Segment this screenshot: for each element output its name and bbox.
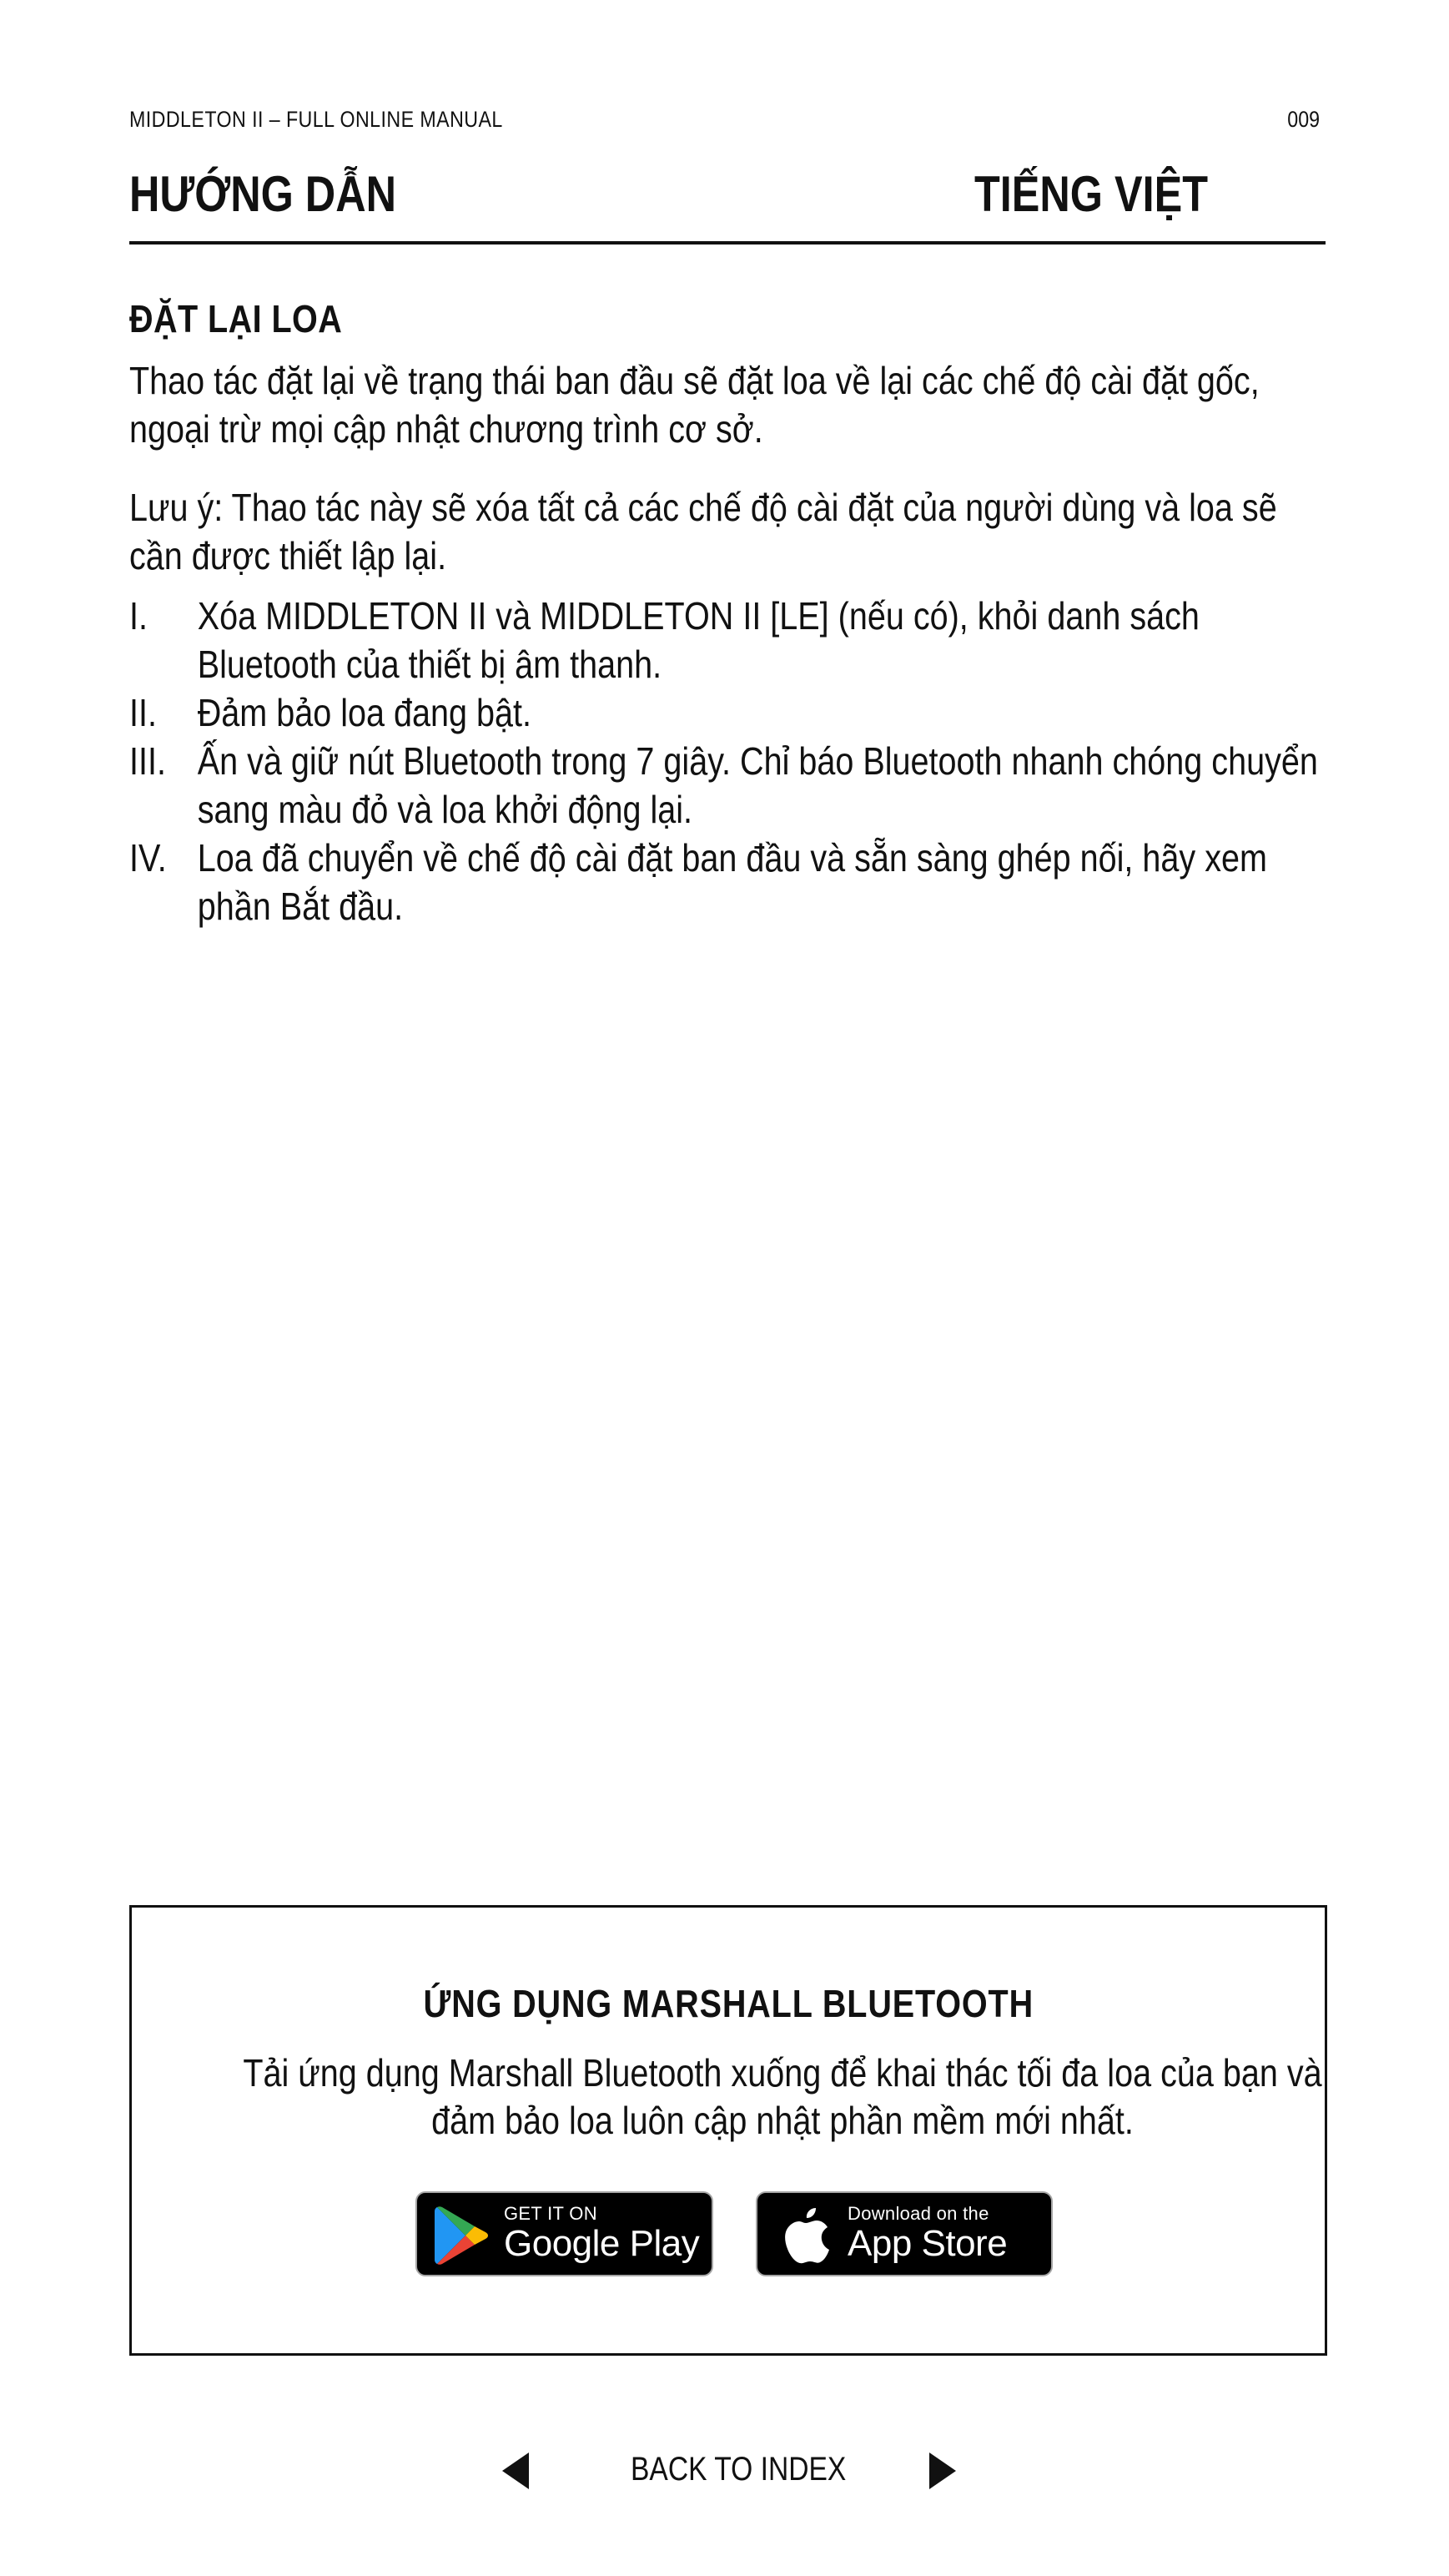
step-text: Xóa MIDDLETON II và MIDDLETON II [LE] (nếu có), khỏi danh sách Bluetooth của thiết bị âm thanh. (197, 594, 1200, 686)
step-number: I. (129, 594, 148, 638)
step-text: Loa đã chuyển về chế độ cài đặt ban đầu và sẵn sàng ghép nối, hãy xem phần Bắt đầu. (197, 836, 1267, 928)
list-item (129, 592, 1321, 688)
app-box-description: Tải ứng dụng Marshall Bluetooth xuống để khai thác tối đa loa của bạn và đảm bảo loa luôn cập nhật phần mềm mới nhất. (243, 2051, 1322, 2142)
header-divider (129, 241, 1326, 244)
section-title: ĐẶT LẠI LOA (129, 297, 343, 340)
list-item (129, 834, 1321, 930)
page-number: 009 (1287, 107, 1320, 132)
running-title: MIDDLETON II – FULL ONLINE MANUAL (129, 107, 503, 132)
step-number: IV. (129, 836, 167, 880)
page-header-left: HƯỚNG DẪN (129, 166, 397, 222)
google-play-icon (434, 2205, 491, 2266)
apple-icon (781, 2205, 831, 2265)
app-store-small-text: Download on the (848, 2203, 989, 2224)
step-number: III. (129, 739, 166, 783)
triangle-right-icon[interactable] (928, 2451, 958, 2491)
page-header-language: TIẾNG VIỆT (974, 166, 1209, 222)
google-play-badge[interactable] (415, 2191, 713, 2276)
app-store-badge[interactable] (756, 2191, 1053, 2276)
step-text: Ấn và giữ nút Bluetooth trong 7 giây. Chỉ báo Bluetooth nhanh chóng chuyển sang màu đỏ và loa khởi động lại. (197, 739, 1318, 831)
step-number: II. (129, 691, 157, 734)
list-item (129, 688, 1321, 737)
app-store-large-text: App Store (848, 2223, 1008, 2264)
reset-steps-list (129, 592, 1321, 930)
google-play-small-text: GET IT ON (504, 2203, 597, 2224)
google-play-large-text: Google Play (504, 2223, 700, 2264)
back-to-index-link[interactable]: BACK TO INDEX (631, 2451, 847, 2488)
marshall-app-box (129, 1905, 1327, 2356)
page-navigation (0, 2441, 1449, 2499)
triangle-left-icon[interactable] (501, 2451, 531, 2491)
reset-section (129, 296, 1326, 930)
list-item (129, 737, 1321, 834)
intro-paragraph: Thao tác đặt lại về trạng thái ban đầu sẽ đặt loa về lại các chế độ cài đặt gốc, ngoại trừ mọi cập nhật chương trình cơ sở. (129, 359, 1260, 451)
step-text: Đảm bảo loa đang bật. (197, 691, 531, 734)
note-paragraph: Lưu ý: Thao tác này sẽ xóa tất cả các chế độ cài đặt của người dùng và loa sẽ cần được thiết lập lại. (129, 486, 1277, 577)
app-box-title: ỨNG DỤNG MARSHALL BLUETOOTH (423, 1982, 1034, 2025)
